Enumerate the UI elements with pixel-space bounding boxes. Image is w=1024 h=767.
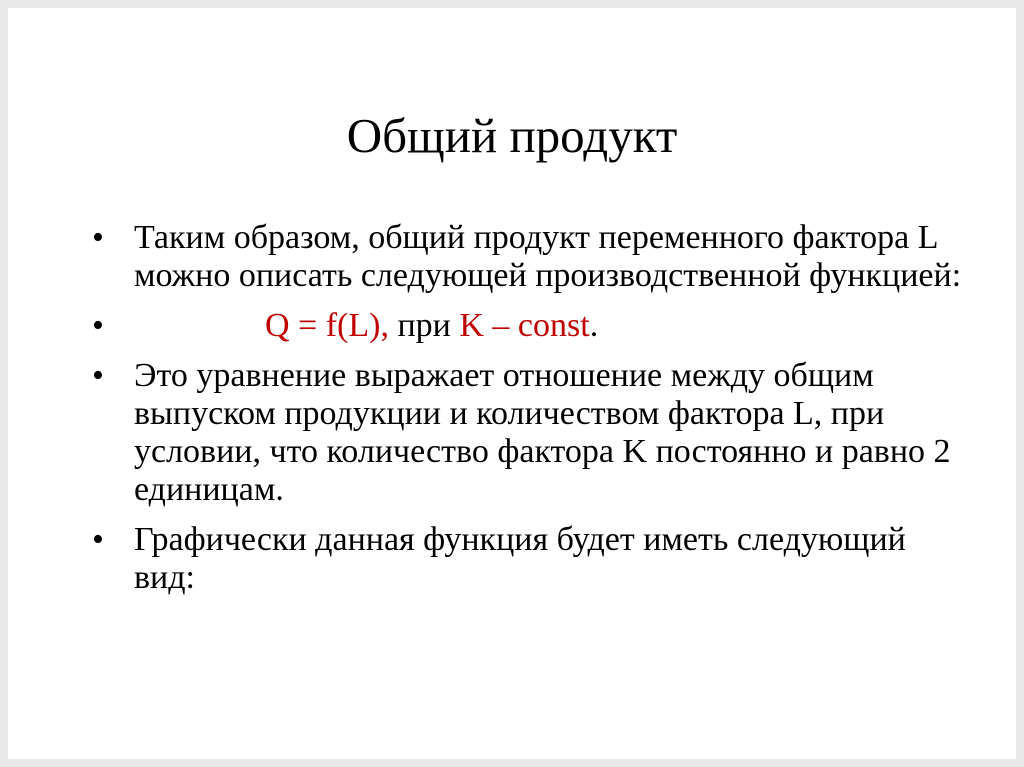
bullet-text-4: Графически данная функция будет иметь следующий вид: [134,521,906,596]
slide-title: Общий продукт [346,108,678,163]
bullet-icon: • [92,219,104,256]
production-function-formula [265,307,598,345]
bullet-text-3: Это уравнение выражает отношение между общим выпуском продукции и количеством фактора L, при условии, что количество фактора K постоянно и равно 2 единицам. [134,357,951,508]
bullet-item-4 [92,521,972,597]
bullet-icon: • [92,357,104,394]
formula-q-equals-f-l: Q = f(L), [265,307,389,344]
bullet-list [92,219,972,609]
slide [8,8,1016,759]
bullet-item-3 [92,357,972,509]
formula-period: . [589,307,599,344]
bullet-item-formula [92,307,972,345]
formula-condition-word: при [388,307,460,344]
bullet-icon: • [92,521,104,558]
bullet-text-1: Таким образом, общий продукт переменного фактора L можно описать следующей производственной функцией: [134,219,962,294]
bullet-icon: • [92,307,104,344]
formula-k-const: K – const [459,307,590,344]
bullet-item-1 [92,219,972,295]
